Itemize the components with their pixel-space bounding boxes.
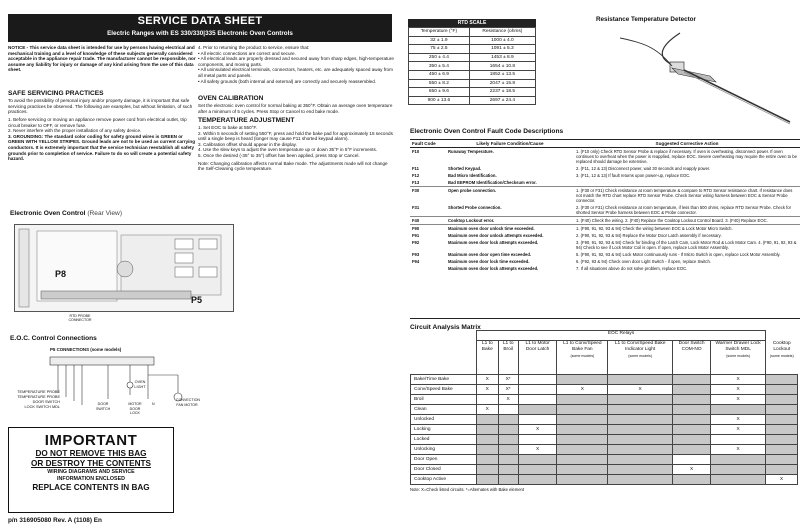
rtd-row — [409, 70, 536, 79]
matrix-cell — [608, 465, 673, 475]
rtd-temp: 350 ± 5.4 — [409, 62, 470, 71]
rtd-resistance: 2237 ± 18.5 — [469, 88, 535, 97]
matrix-cell — [477, 455, 499, 465]
matrix-col-label: L1 to Broil — [502, 341, 514, 352]
fault-cause: Shorted Keypad. — [448, 166, 482, 171]
matrix-row — [411, 455, 798, 465]
fault-col-code: Fault Code — [410, 140, 446, 148]
conn-label: DOOR SWITCH — [32, 400, 60, 404]
matrix-cell — [608, 375, 673, 385]
matrix-cell — [766, 415, 798, 425]
rtd-row — [409, 53, 536, 62]
fault-code: F10 — [412, 149, 420, 154]
matrix-cell — [673, 375, 711, 385]
fault-cause: Maximum oven door open time exceeded. — [448, 252, 532, 257]
rtd-temp: 900 ± 13.6 — [409, 96, 470, 105]
p5-label: P5 — [191, 295, 203, 305]
fault-code: F31 — [412, 205, 420, 210]
fault-code: F11 — [412, 166, 419, 171]
matrix-cell — [518, 405, 557, 415]
matrix-col-label: L1 to Conv/Speed Bake Indicator Light — [614, 341, 666, 352]
matrix-cell — [557, 465, 608, 475]
rtd-temp: 32 ± 1.9 — [409, 36, 470, 45]
safe-item: 1. Before servicing or moving an appliance remove power cord from electrical outlet, trip circuit breaker to OFF, or remove fuse. — [8, 117, 187, 128]
matrix-col-label: L1 to Motor Door Latch — [525, 341, 550, 352]
temp-adj-title: TEMPERATURE ADJUSTMENT — [198, 117, 295, 124]
matrix-cell — [477, 445, 499, 455]
matrix-col-note: (some models) — [628, 354, 653, 358]
matrix-cell — [498, 415, 518, 425]
matrix-cell — [477, 475, 499, 485]
matrix-row-label: Unlocking — [411, 445, 477, 455]
fault-cause: Runaway Temperature. — [448, 149, 494, 154]
matrix-cell — [673, 385, 711, 395]
matrix-col-note: (some models) — [726, 354, 750, 358]
matrix-cell — [673, 455, 711, 465]
part-number: p/n 316905080 Rev. A (1108) En — [8, 517, 102, 524]
matrix-row-label: Broil — [411, 395, 477, 405]
connection-left-labels — [10, 390, 60, 410]
fault-row — [410, 251, 800, 258]
rtd-resistance: 1453 ± 8.9 — [469, 53, 535, 62]
fault-code — [410, 265, 446, 272]
matrix-cell — [673, 475, 711, 485]
rtd-temp: 550 ± 8.2 — [409, 79, 470, 88]
matrix-cell — [608, 405, 673, 415]
fault-cause: Maximum oven door unlock time exceeded. — [448, 226, 535, 231]
rtd-resistance: 1852 ± 13.5 — [469, 70, 535, 79]
matrix-cell — [608, 435, 673, 445]
fault-row — [410, 204, 800, 217]
temp-adj-item: 3. Calibration offset should appear in the display. — [198, 141, 297, 147]
matrix-row — [411, 475, 798, 485]
sheet-header — [8, 14, 392, 42]
matrix-cell: X — [711, 385, 766, 395]
prior-line: • All uninsulated electrical terminals, connectors, heaters, etc. are adequately spaced away from all metal parts and panels. — [198, 67, 393, 78]
fault-row — [410, 258, 800, 265]
p5-connections-label: P5 CONNECTIONS (some models) — [50, 347, 122, 352]
safe-list — [8, 117, 196, 162]
matrix-cell — [498, 475, 518, 485]
rtd-row — [409, 79, 536, 88]
eoc-board — [14, 224, 234, 312]
fault-row — [410, 239, 800, 251]
calibration-text: Set the electronic oven control for normal baking at 350°F. Obtain an average oven temperature after a minimum of 5 cycles. Press Stop or Cancel to end bake mode. — [198, 103, 393, 114]
matrix-cell — [766, 435, 798, 445]
matrix-cell — [711, 435, 766, 445]
matrix-cell — [711, 405, 766, 415]
fault-code: F91 — [412, 233, 420, 238]
matrix-col-header — [518, 341, 557, 375]
important-line: INFORMATION ENCLOSED — [57, 476, 125, 482]
fault-cause: Maximum oven door lock time exceeded. — [448, 259, 530, 264]
matrix-cell — [557, 415, 608, 425]
rtd-row — [409, 96, 536, 105]
matrix-cell — [766, 425, 798, 435]
matrix-cell — [608, 425, 673, 435]
sheet-subtitle: Electric Ranges with ES 330/330|335 Electronic Oven Controls — [107, 30, 293, 37]
matrix-cell — [498, 455, 518, 465]
matrix-cell — [477, 425, 499, 435]
matrix-col-label: Warmer Drawer Lock Switch MDL — [715, 341, 761, 352]
matrix-cell — [608, 445, 673, 455]
rtd-row — [409, 62, 536, 71]
oven-light-label: OVEN LIGHT — [134, 380, 146, 389]
matrix-cell: X — [518, 425, 557, 435]
matrix-cell: X — [518, 445, 557, 455]
matrix-col-header — [477, 341, 499, 375]
fault-code: F12 — [412, 173, 420, 178]
matrix-cell — [477, 435, 499, 445]
prior-list — [198, 45, 394, 84]
important-title: IMPORTANT — [44, 432, 138, 449]
fault-action: 3. (F11, 12 & 13) If fault returns upon power-up, replace EOC. — [576, 173, 691, 178]
matrix-cell — [518, 475, 557, 485]
matrix-cell — [673, 425, 711, 435]
rtd-col-temp: Temperature (°F) — [409, 28, 470, 37]
matrix-cell — [557, 455, 608, 465]
matrix-cell — [557, 425, 608, 435]
detector-title: Resistance Temperature Detector — [596, 16, 696, 23]
matrix-row — [411, 385, 798, 395]
matrix-col-header — [498, 341, 518, 375]
matrix-row-label: Locking — [411, 425, 477, 435]
prior-line: 4. Prior to returning the product to service, ensure that: — [198, 45, 310, 50]
matrix-cell — [477, 465, 499, 475]
conn-bottom-label: DOOR SWITCH — [96, 402, 111, 411]
rtd-temp: 650 ± 9.6 — [409, 88, 470, 97]
conn-bottom-label: N — [152, 402, 155, 406]
matrix-cell: X* — [498, 375, 518, 385]
fault-row — [410, 172, 800, 179]
temp-adj-item: 5. Once the desired (-35° to 35°) offset has been applied, press Stop or Cancel. — [198, 152, 360, 158]
fault-action: 2. (F11, 12 & 13) Disconnect power, wait 30 seconds and reapply power. — [576, 166, 711, 171]
matrix-col-note: (some models) — [570, 354, 595, 358]
fault-code: F93 — [412, 252, 420, 257]
rtd-probe-connector-label: RTD PROBE CONNECTOR — [68, 314, 92, 322]
matrix-cell: X — [673, 465, 711, 475]
matrix-cell — [766, 385, 798, 395]
matrix-cell: X — [711, 415, 766, 425]
matrix-cell — [498, 445, 518, 455]
matrix-cell — [673, 395, 711, 405]
matrix-row — [411, 415, 798, 425]
rtd-scale — [408, 19, 536, 105]
circuit-footnote: Note: X=Check listed circuits. *=Alternates with Bake element — [410, 487, 525, 492]
rtd-detector-image — [560, 28, 800, 128]
matrix-cell — [518, 465, 557, 475]
matrix-row-label: Conv/Speed Bake — [411, 385, 477, 395]
matrix-row-label: Door Closed — [411, 465, 477, 475]
matrix-cell: X — [766, 475, 798, 485]
calibration-title: OVEN CALIBRATION — [198, 95, 264, 102]
rtd-resistance: 1091 ± 5.3 — [469, 45, 535, 54]
temp-adj-item: 2. Within 5 seconds of setting 550°F, press and hold the bake pad for approximately 15 seconds until a single beep is heard (longer may cause F11 shorted keypad alarm). — [198, 130, 393, 142]
important-line: DO NOT REMOVE THIS BAG — [35, 449, 147, 458]
fault-cause: Open probe connection. — [448, 188, 497, 193]
conn-bottom-label: CONVECTION FAN MOTOR — [176, 398, 200, 407]
matrix-cell — [498, 405, 518, 415]
sheet-title: SERVICE DATA SHEET — [137, 15, 263, 27]
fault-code: F13 — [412, 180, 420, 185]
matrix-cell: X — [477, 375, 499, 385]
fault-action — [574, 179, 800, 187]
fault-row — [410, 165, 800, 172]
matrix-cell — [518, 385, 557, 395]
fault-cause: Shorted Probe connection. — [448, 205, 502, 210]
fault-code: F90 — [412, 226, 420, 231]
safe-item: 3. GROUNDING: The standard color coding for safety ground wires is GREEN or GREEN WITH YELLOW STRIPES. Ground leads are not to be used as current carrying conductors. It is extremely important that the service technician reestablish all safety grounds prior to completion of service. Failure to do so will create a potential safety hazard. — [8, 133, 196, 162]
fault-action: 6. (F92, 93 & 94) Check oven door Light Switch - if open, replace Switch. — [576, 259, 711, 264]
matrix-cell — [498, 435, 518, 445]
safe-title: SAFE SERVICING PRACTICES — [8, 90, 104, 97]
fault-action: 7. If all situations above do not solve problem, replace EOC. — [576, 266, 688, 271]
matrix-row-label: Cooktop Active — [411, 475, 477, 485]
prior-line: • All electrical leads are properly dressed and secured away from sharp edges, high-temperature components, and moving parts. — [198, 56, 394, 67]
matrix-cell — [557, 405, 608, 415]
notice-block — [8, 45, 196, 73]
matrix-cell: X* — [498, 385, 518, 395]
matrix-cell — [608, 395, 673, 405]
rtd-col-res: Resistance (ohms) — [469, 28, 535, 37]
matrix-cell: X — [498, 395, 518, 405]
matrix-row — [411, 445, 798, 455]
matrix-cell — [766, 455, 798, 465]
matrix-cell — [477, 395, 499, 405]
matrix-cell — [766, 405, 798, 415]
matrix-cell — [477, 415, 499, 425]
matrix-row — [411, 435, 798, 445]
matrix-cell — [608, 415, 673, 425]
fault-code: F92 — [412, 240, 420, 245]
matrix-row-label: Clean — [411, 405, 477, 415]
matrix-cell: X — [557, 385, 608, 395]
matrix-cell — [557, 475, 608, 485]
important-box — [8, 427, 174, 513]
fault-action: 3. (F90, 91, 92, 93 & 94) Check for binding of the Latch Cam, Lock Motor Rod & Lock Motor Cam. 4. (F90, 91, 92, 93 & 94) Check to see if Lock Motor Coil is open. If open, replace Lock Motor Assembly. — [576, 240, 797, 250]
notice-label: NOTICE - — [8, 45, 29, 50]
matrix-col-header — [608, 341, 673, 375]
eoc-title — [10, 210, 122, 217]
matrix-row-label: Unlocked — [411, 415, 477, 425]
prior-line: • All safety grounds (both internal and external) are correctly and securely reassembled. — [198, 78, 377, 84]
matrix-col-header — [711, 341, 766, 375]
matrix-col-header — [766, 341, 798, 375]
matrix-cell — [518, 395, 557, 405]
matrix-cell: X — [608, 385, 673, 395]
fault-action: 2. (F90, 91, 92, 93 & 94) Replace the Motor Door Latch assembly if necessary. — [576, 233, 722, 238]
matrix-cell — [557, 435, 608, 445]
matrix-cell — [608, 475, 673, 485]
rtd-resistance: 2697 ± 24.4 — [469, 96, 535, 105]
fault-table — [410, 139, 800, 319]
rtd-temp: 250 ± 4.4 — [409, 53, 470, 62]
matrix-col-note: (some models) — [769, 353, 794, 358]
fault-action: 5. (F90, 91, 92, 93 & 94) Lock Motor continuously runs - If Micro Switch is open, replace Lock Motor Assembly. — [576, 252, 781, 257]
important-line: REPLACE CONTENTS IN BAG — [32, 483, 150, 492]
relays-group-header: EOC Relays — [477, 331, 766, 341]
temp-adj-note: Note: Changing calibration affects normal Bake mode. The adjustments made will not change the Self-Cleaning cycle temperature. — [198, 160, 388, 172]
matrix-cell: X — [711, 445, 766, 455]
matrix-cell — [766, 395, 798, 405]
matrix-cell — [673, 435, 711, 445]
rtd-resistance: 2047 ± 15.8 — [469, 79, 535, 88]
fault-action: 1. (F30 or F31) Check resistance at room temperature & compare to RTD Sensor resistance chart. If resistance does not match the RTD chart replace RTD Sensor Probe. Check Sensor wiring harness between EOC & Sensor Probe connector. — [576, 188, 793, 203]
rtd-temp: 75 ± 2.5 — [409, 45, 470, 54]
fault-cause: Bad Micro Identification. — [448, 173, 497, 178]
rtd-row — [409, 36, 536, 45]
temp-adj-item: 4. Use the slew keys to adjust the oven temperature up or down 35°F in 5°F increments. — [198, 147, 378, 153]
fault-row — [410, 265, 800, 272]
matrix-cell — [766, 465, 798, 475]
fault-cause: Maximum oven door lock attempts exceeded. — [448, 240, 539, 245]
fault-title: Electronic Oven Control Fault Code Descriptions — [410, 128, 564, 135]
rtd-row — [409, 88, 536, 97]
eoc-subtitle: (Rear View) — [87, 210, 123, 217]
matrix-col-label: L1 to Bake — [481, 341, 493, 352]
conn-label: TEMPERATURE PROBE — [17, 395, 60, 399]
matrix-col-label: Cooktop Lockout — [772, 340, 791, 352]
important-line: OR DESTROY THE CONTENTS — [31, 459, 151, 468]
fault-col-cause: Likely Failure Condition/Cause — [446, 140, 574, 148]
conn-label: LOCK SWITCH MDL — [24, 405, 60, 409]
matrix-cell: X — [477, 385, 499, 395]
matrix-row — [411, 395, 798, 405]
conn-label: TEMPERATURE PROBE — [17, 390, 60, 394]
matrix-cell — [518, 455, 557, 465]
matrix-cell — [557, 445, 608, 455]
fault-cause: Maximum oven door lock attempts exceeded. — [448, 266, 539, 271]
matrix-cell: X — [477, 405, 499, 415]
rtd-resistance: 1654 ± 10.8 — [469, 62, 535, 71]
matrix-cell — [518, 375, 557, 385]
fault-code: F94 — [412, 259, 420, 264]
circuit-title: Circuit Analysis Matrix — [410, 324, 481, 331]
fault-row — [410, 179, 800, 187]
matrix-cell — [498, 465, 518, 475]
important-line: WIRING DIAGRAMS AND SERVICE — [47, 469, 135, 475]
matrix-col-label: L1 to Conv/Speed Bake Fan — [563, 341, 602, 352]
fault-code: F40 — [412, 218, 420, 223]
fault-action: 1. (F40) Check the wiring. 2. (F40) Replace the Cooktop Lockout Control Board. 3. (F40) Replace EOC. — [576, 218, 768, 223]
matrix-cell — [673, 445, 711, 455]
eoc-title-text: Electronic Oven Control — [10, 210, 86, 217]
matrix-row — [411, 465, 798, 475]
matrix-col-label: Door Switch COM-NO — [678, 341, 705, 352]
prior-line: • All electric connections are correct and secure. — [198, 50, 296, 56]
matrix-row-label: Door Open — [411, 455, 477, 465]
p8-label: P8 — [55, 269, 67, 279]
matrix-row — [411, 375, 798, 385]
rtd-resistance: 1000 ± 4.0 — [469, 36, 535, 45]
matrix-row — [411, 405, 798, 415]
fault-action: 1. (F10 only) Check RTD Sensor Probe & replace if necessary. If oven is overheating, disconnect power. If oven continues to overheat when the power is reapplied, replace EOC. Severe overheating may require the entire oven to be replaced should damage be extensive. — [576, 149, 797, 164]
matrix-cell — [711, 455, 766, 465]
safe-item: 2. Never interfere with the proper installation of any safety device. — [8, 128, 142, 134]
fault-cause: Bad EEPROM Identification/Checksum error. — [448, 180, 537, 185]
matrix-cell — [557, 395, 608, 405]
fault-row — [410, 217, 800, 225]
connections-title: E.O.C. Control Connections — [10, 335, 97, 342]
circuit-matrix — [410, 330, 798, 492]
rtd-row — [409, 45, 536, 54]
matrix-cell — [498, 425, 518, 435]
matrix-col-header — [673, 341, 711, 375]
temp-adj-item: 1. Set EOC to bake at 550°F. — [198, 125, 258, 130]
matrix-row-label: Bake/Time Bake — [411, 375, 477, 385]
matrix-cell — [557, 375, 608, 385]
fault-row — [410, 187, 800, 205]
fault-action: 1. (F90, 91, 92, 93 & 94) Check the wiring between EOC & Lock Motor Micro Switch. — [576, 226, 733, 231]
matrix-cell — [518, 435, 557, 445]
matrix-cell: X — [711, 375, 766, 385]
matrix-cell — [673, 405, 711, 415]
fault-row — [410, 232, 800, 239]
matrix-cell — [608, 455, 673, 465]
fault-cause: Maximum oven door unlock attempts exceeded. — [448, 233, 544, 238]
safe-intro: To avoid the possibility of personal injury and/or property damage, it is important that safe servicing practices be observed. The following are examples, but without limitation, of such practices. — [8, 98, 193, 115]
conn-bottom-label: MOTOR DOOR LOCK — [128, 402, 142, 415]
rtd-title: RTD SCALE — [408, 19, 536, 27]
fault-code: F30 — [412, 188, 420, 193]
matrix-cell: X — [711, 395, 766, 405]
matrix-cell — [711, 465, 766, 475]
fault-action: 2. (F30 or F31) Check resistance at room temperature, if less than 500 ohms, replace RTD Sensor Probe. Check for shorted Sensor Probe harness between EOC & Probe connector. — [576, 205, 791, 215]
matrix-cell — [711, 475, 766, 485]
temp-adj-list — [198, 125, 394, 172]
fault-col-action: Suggested Corrective Action — [574, 140, 800, 148]
matrix-row — [411, 425, 798, 435]
matrix-cell — [518, 415, 557, 425]
rtd-temp: 450 ± 6.9 — [409, 70, 470, 79]
matrix-row-label: Locked — [411, 435, 477, 445]
notice-text: This service data sheet is intended for use by persons having electrical and mechanical training and a level of knowledge of these subjects generally considered acceptable in the appliance repair trade. The manufacturer cannot be responsible, nor assume any liability for injury or damage of any kind arising from the use of this data sheet. — [8, 45, 196, 73]
matrix-col-header — [557, 341, 608, 375]
fault-row — [410, 148, 800, 166]
matrix-cell — [673, 415, 711, 425]
fault-row — [410, 225, 800, 233]
matrix-cell — [766, 445, 798, 455]
matrix-cell — [766, 375, 798, 385]
fault-cause: Cooktop Lockout error. — [448, 218, 495, 223]
matrix-cell: X — [711, 425, 766, 435]
